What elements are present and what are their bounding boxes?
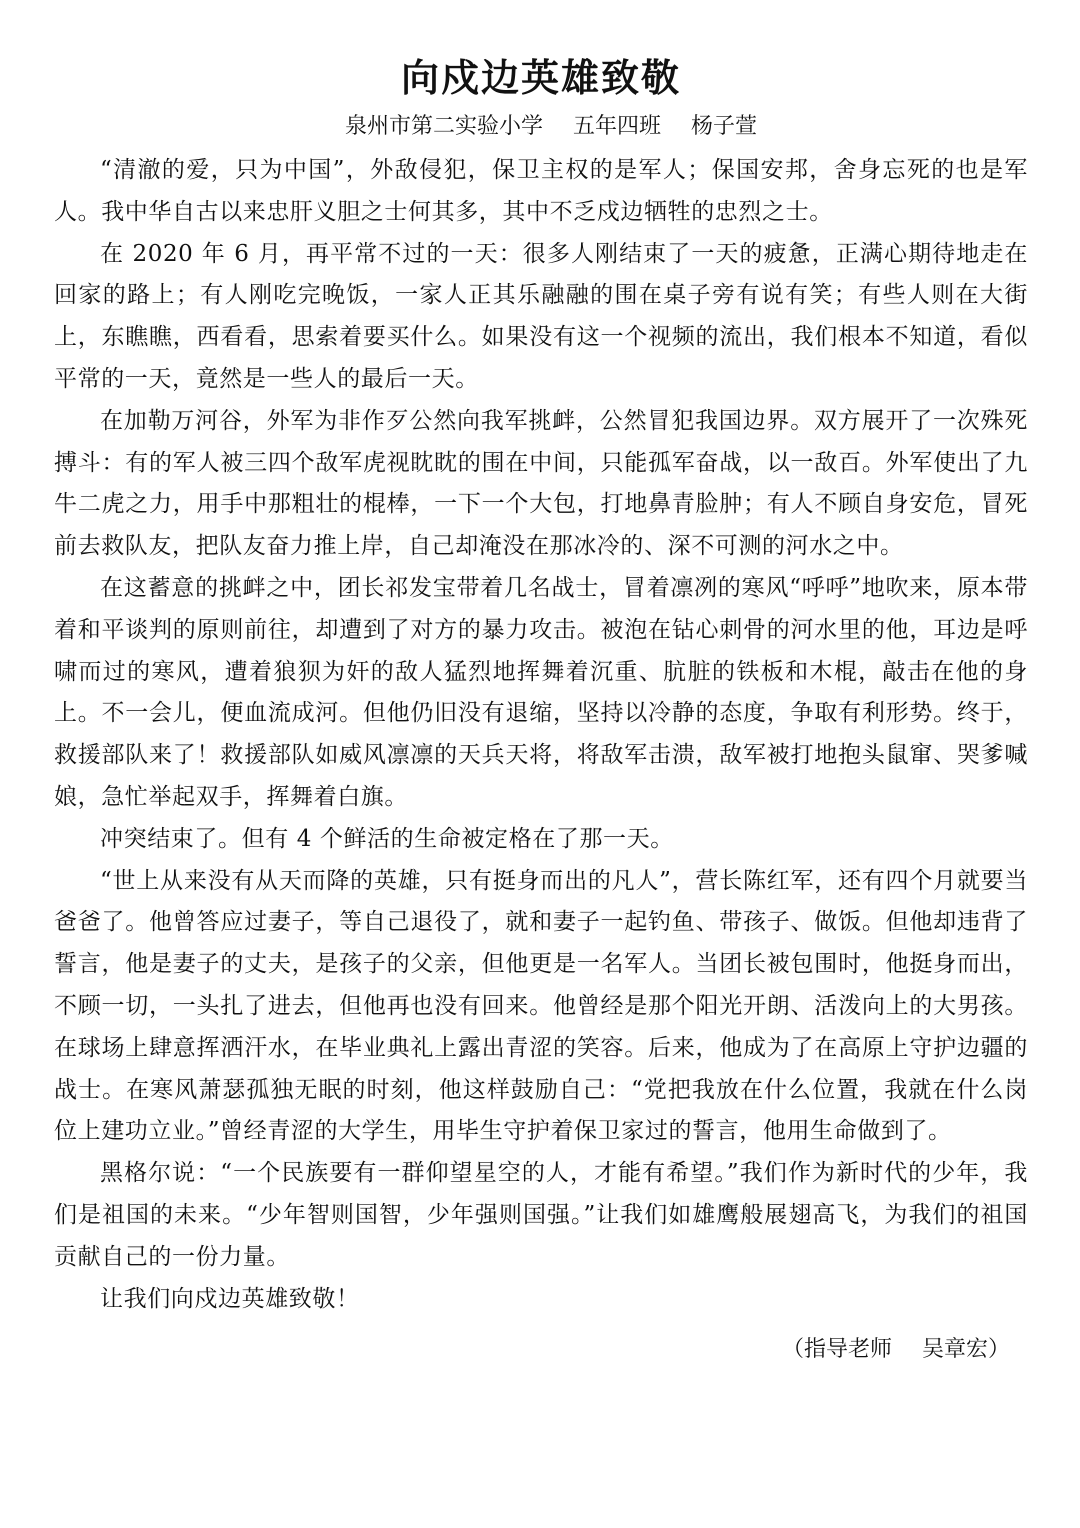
- teacher-signature: [54, 1330, 1010, 1370]
- open-paren: （: [781, 1337, 804, 1363]
- teacher-name: 吴章宏: [921, 1337, 988, 1363]
- paragraph-8: 让我们向戍边英雄致敬！: [100, 1285, 360, 1312]
- paragraph-5: 冲突结束了。但有 4 个鲜活的生命被定格在了那一天。: [100, 825, 674, 852]
- close-paren: ）: [987, 1337, 1010, 1363]
- class-name: 五年四班: [572, 114, 661, 139]
- paragraph-6: “世上从来没有从天而降的英雄，只有挺身而出的凡人”，营长陈红军，还有四个月就要当爸爸了。他曾答应过妻子，等自己退役了，就和妻子一起钓鱼、带孩子、做饭。但他却违背了誓言，他是妻子的丈夫，是孩子的父亲，但他更是一名军人。当团长被包围时，他挺身而出，不顾一切，一头扎了进去，但他再也没有回来。他曾经是那个阳光开朗、活泼向上的大男孩。在球场上肆意挥洒汗水，在毕业典礼上露出青涩的笑容。后来，他成为了在高原上守护边疆的战士。在寒风萧瑟孤独无眠的时刻，他这样鼓励自己：“党把我放在什么位置，我就在什么岗位上建功立业。”曾经青涩的大学生，用毕生守护着保卫家过的誓言，他用生命做到了。: [54, 867, 1028, 1145]
- school-name: 泉州市第二实验小学: [344, 114, 543, 139]
- author-name: 杨子萱: [691, 114, 758, 139]
- author-byline: [54, 110, 1028, 144]
- paragraph-1: “清澈的爱，只为中国”，外敌侵犯，保卫主权的是军人；保国安邦，舍身忘死的也是军人。我中华自古以来忠肝义胆之士何其多，其中不乏戍边牺牲的忠烈之士。: [54, 157, 1028, 225]
- paragraph-7: 黑格尔说：“一个民族要有一群仰望星空的人，才能有希望。”我们作为新时代的少年，我们是祖国的未来。“少年智则国智，少年强则国强。”让我们如雄鹰般展翅高飞，为我们的祖国贡献自己的一份力量。: [54, 1160, 1028, 1270]
- teacher-role: 指导老师: [803, 1337, 892, 1363]
- paragraph-2: 在 2020 年 6 月，再平常不过的一天：很多人刚结束了一天的疲惫，正满心期待地走在回家的路上；有人刚吃完晚饭，一家人正其乐融融的围在桌子旁有说有笑；有些人则在大街上，东瞧瞧，西看看，思索着要买什么。如果没有这一个视频的流出，我们根本不知道，看似平常的一天，竟然是一些人的最后一天。: [54, 240, 1028, 392]
- paragraph-4: 在这蓄意的挑衅之中，团长祁发宝带着几名战士，冒着凛冽的寒风“呼呼”地吹来，原本带着和平谈判的原则前往，却遭到了对方的暴力攻击。被泡在钻心刺骨的河水里的他，耳边是呼啸而过的寒风，遭着狼狈为奸的敌人猛烈地挥舞着沉重、肮脏的铁板和木棍，敲击在他的身上。不一会儿，便血流成河。但他仍旧没有退缩，坚持以冷静的态度，争取有利形势。终于，救援部队来了！救援部队如威风凛凛的天兵天将，将敌军击溃，敌军被打地抱头鼠窜、哭爹喊娘，急忙举起双手，挥舞着白旗。: [54, 574, 1028, 810]
- essay-title: 向戍边英雄致敬: [400, 56, 681, 100]
- essay-body: [54, 150, 1028, 1320]
- paragraph-3: 在加勒万河谷，外军为非作歹公然向我军挑衅，公然冒犯我国边界。双方展开了一次殊死搏斗：有的军人被三四个敌军虎视眈眈的围在中间，只能孤军奋战，以一敌百。外军使出了九牛二虎之力，用手中那粗壮的棍棒，一下一个大包，打地鼻青脸肿；有人不顾自身安危，冒死前去救队友，把队友奋力推上岸，自己却淹没在那冰冷的、深不可测的河水之中。: [54, 407, 1028, 560]
